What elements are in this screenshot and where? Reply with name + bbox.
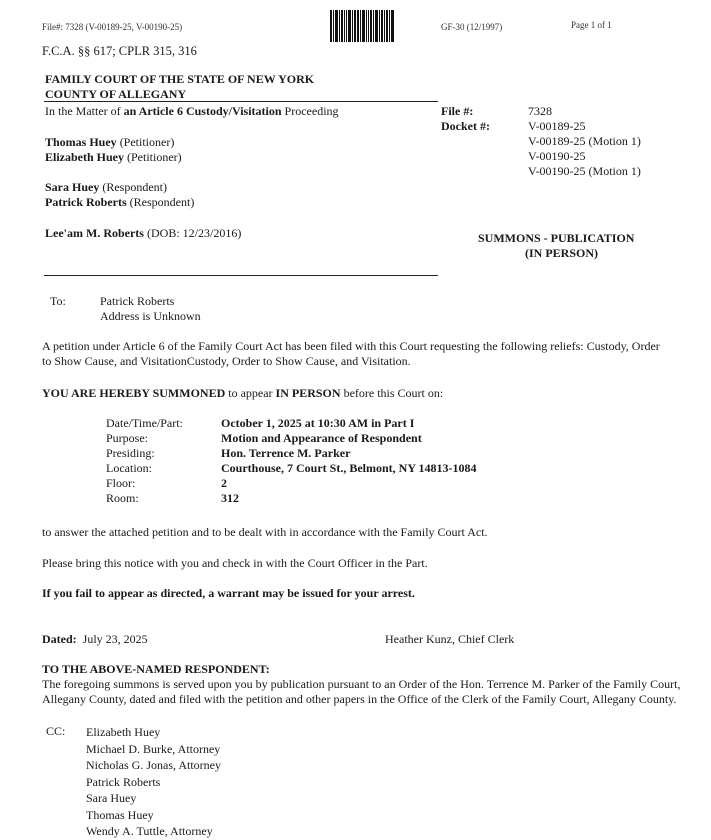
cc-recipient: Nicholas G. Jonas, Attorney — [86, 758, 221, 772]
party-respondent-2: Patrick Roberts (Respondent) — [45, 195, 195, 209]
page-number: Page 1 of 1 — [571, 20, 612, 30]
caption-rule — [44, 275, 438, 276]
cc-recipient: Michael D. Burke, Attorney — [86, 741, 221, 756]
header-rule — [44, 101, 438, 102]
document-subtitle: (IN PERSON) — [525, 246, 599, 260]
respondent-heading: TO THE ABOVE-NAMED RESPONDENT: — [42, 662, 270, 676]
cc-recipient: Sara Huey — [86, 791, 137, 805]
hearing-row: Location: Courthouse, 7 Court St., Belmont, NY 14813-1084 — [106, 461, 477, 475]
service-paragraph: The foregoing summons is served upon you by publication pursuant to an Order of the Hon. Terrence M. Parker of the Family Court, Allegany County, dated and filed with the petition and other papers in the Office of the Clerk of the Family Court, Allegany County. — [42, 677, 681, 706]
cc-recipient: Elizabeth Huey — [86, 725, 161, 739]
court-county: COUNTY OF ALLEGANY — [45, 87, 187, 101]
party-petitioner-1: Thomas Huey (Petitioner) — [45, 135, 175, 149]
hearing-row: Presiding: Hon. Terrence M. Parker — [106, 446, 351, 460]
petition-paragraph: A petition under Article 6 of the Family Court Act has been filed with this Court requesting the following reliefs: Custody, Order to Show Cause, and VisitationCustody, Order to Show Cause, and Visitation. — [42, 339, 660, 368]
bring-notice: Please bring this notice with you and check in with the Court Officer in the Part. — [42, 556, 428, 570]
party-petitioner-2: Elizabeth Huey (Petitioner) — [45, 150, 182, 164]
cc-label: CC: — [46, 724, 66, 738]
docket-label: Docket #: — [441, 119, 490, 133]
party-child: Lee'am M. Roberts (DOB: 12/23/2016) — [45, 226, 242, 240]
file-reference: File#: 7328 (V-00189-25, V-00190-25) — [42, 22, 183, 32]
docket-number: V-00190-25 — [528, 149, 586, 163]
file-label: File #: — [441, 104, 474, 118]
cc-list — [86, 724, 221, 840]
hearing-row: Purpose: Motion and Appearance of Respondent — [106, 431, 422, 445]
form-number: GF-30 (12/1997) — [441, 22, 503, 32]
date-line: Dated: July 23, 2025 — [42, 632, 148, 646]
docket-number: V-00189-25 (Motion 1) — [528, 134, 641, 148]
barcode — [330, 10, 398, 42]
statute-reference: F.C.A. §§ 617; CPLR 315, 316 — [42, 44, 197, 58]
summons-statement: YOU ARE HEREBY SUMMONED to appear IN PERSON before this Court on: — [42, 386, 444, 400]
document-title: SUMMONS - PUBLICATION — [478, 231, 635, 245]
party-respondent-1: Sara Huey (Respondent) — [45, 180, 167, 194]
recipient-name: Patrick Roberts — [100, 294, 175, 308]
hearing-row: Date/Time/Part: October 1, 2025 at 10:30 AM in Part I — [106, 416, 415, 430]
docket-number: V-00190-25 (Motion 1) — [528, 164, 641, 178]
to-label: To: — [50, 294, 66, 308]
docket-number: V-00189-25 — [528, 119, 586, 133]
hearing-row: Floor: 2 — [106, 476, 227, 490]
hearing-row: Room: 312 — [106, 491, 239, 505]
chief-clerk: Heather Kunz, Chief Clerk — [385, 632, 515, 646]
cc-recipient: Wendy A. Tuttle, Attorney — [86, 824, 213, 838]
cc-recipient: Thomas Huey — [86, 807, 154, 822]
hearing-details — [106, 416, 477, 506]
warrant-warning: If you fail to appear as directed, a warrant may be issued for your arrest. — [42, 586, 415, 600]
matter-caption: In the Matter of an Article 6 Custody/Visitation Proceeding — [45, 104, 339, 118]
recipient-address: Address is Unknown — [100, 309, 201, 323]
file-number: 7328 — [528, 104, 552, 118]
court-name: FAMILY COURT OF THE STATE OF NEW YORK — [45, 72, 315, 86]
cc-recipient: Patrick Roberts — [86, 774, 161, 789]
answer-statement: to answer the attached petition and to be dealt with in accordance with the Family Court Act. — [42, 525, 488, 539]
docket-values — [528, 104, 641, 179]
